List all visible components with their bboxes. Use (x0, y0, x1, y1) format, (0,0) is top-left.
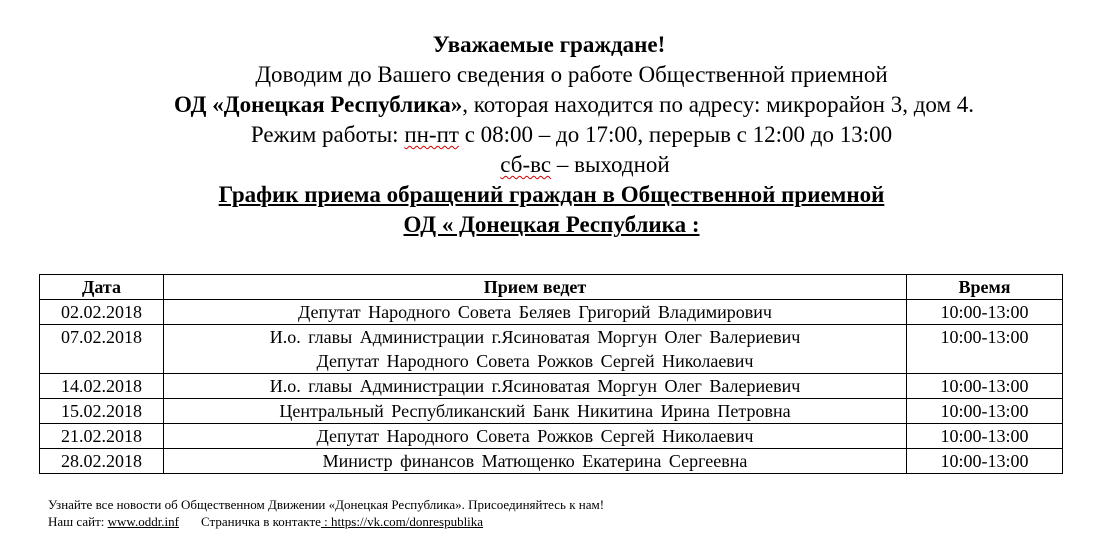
row-date: 15.02.2018 (40, 399, 164, 424)
org-name: ОД «Донецкая Республика» (173, 92, 463, 117)
row-time: 10:00-13:00 (907, 399, 1063, 424)
row-date: 14.02.2018 (40, 374, 164, 399)
table-row (40, 399, 1063, 424)
address-line (0, 90, 1098, 120)
weekend-days: сб-вс (500, 152, 552, 177)
intro-line: Доводим до Вашего сведения о работе Общественной приемной (255, 62, 888, 87)
row-host (164, 374, 907, 399)
row-host (164, 449, 907, 474)
host-line: Центральный Республиканский Банк Никитина Ирина Петровна (279, 401, 791, 421)
hours-line (0, 120, 1098, 150)
row-time: 10:00-13:00 (907, 449, 1063, 474)
host-line: Депутат Народного Совета Рожков Сергей Николаевич (316, 426, 754, 446)
table-row (40, 300, 1063, 325)
announcement-header (0, 30, 1098, 240)
column-header-time: Время (907, 275, 1063, 300)
vk-label: Страничка в контакте (201, 514, 321, 529)
host-line: Депутат Народного Совета Рожков Сергей Николаевич (316, 351, 754, 371)
hours-prefix: Режим работы: (250, 122, 405, 147)
row-date: 02.02.2018 (40, 300, 164, 325)
row-time: 10:00-13:00 (907, 374, 1063, 399)
table-row (40, 449, 1063, 474)
row-time: 10:00-13:00 (907, 424, 1063, 449)
footer (48, 496, 604, 530)
row-time: 10:00-13:00 (907, 300, 1063, 325)
vk-separator: : (320, 514, 332, 529)
schedule-title: График приема обращений граждан в Общественной приемной (218, 182, 885, 207)
row-host (164, 300, 907, 325)
table-row (40, 424, 1063, 449)
row-date: 07.02.2018 (40, 325, 164, 374)
column-header-host: Прием ведет (164, 275, 907, 300)
host-line: И.о. главы Администрации г.Ясиноватая Моргун Олег Валериевич (269, 376, 801, 396)
table-row (40, 325, 1063, 374)
greeting-heading: Уважаемые граждане! (432, 32, 666, 57)
row-date: 28.02.2018 (40, 449, 164, 474)
site-link[interactable]: www.oddr.inf (107, 514, 179, 529)
host-line: И.о. главы Администрации г.Ясиноватая Моргун Олег Валериевич (269, 327, 801, 347)
schedule-table (39, 274, 1063, 474)
schedule-subtitle: ОД « Донецкая Республика : (403, 212, 700, 237)
hours-text: с 08:00 – до 17:00, перерыв с 12:00 до 13:00 (458, 122, 893, 147)
row-host (164, 424, 907, 449)
table-row (40, 374, 1063, 399)
weekend-text: – выходной (551, 152, 670, 177)
host-line: Министр финансов Матющенко Екатерина Сергеевна (322, 451, 748, 471)
address-text: , которая находится по адресу: микрорайон 3, дом 4. (462, 92, 975, 117)
host-line: Депутат Народного Совета Беляев Григорий Владимирович (298, 302, 772, 322)
column-header-date: Дата (40, 275, 164, 300)
row-date: 21.02.2018 (40, 424, 164, 449)
row-time: 10:00-13:00 (907, 325, 1063, 374)
links-line (48, 513, 604, 530)
news-line: Узнайте все новости об Общественном Движении «Донецкая Республика». Присоединяйтесь к нам! (48, 497, 605, 512)
row-host (164, 325, 907, 374)
vk-link[interactable]: https://vk.com/donrespublika (331, 514, 484, 529)
row-host (164, 399, 907, 424)
hours-days: пн-пт (404, 122, 459, 147)
site-label: Наш сайт: (48, 514, 108, 529)
table-header-row (40, 275, 1063, 300)
weekend-line (0, 150, 1098, 180)
